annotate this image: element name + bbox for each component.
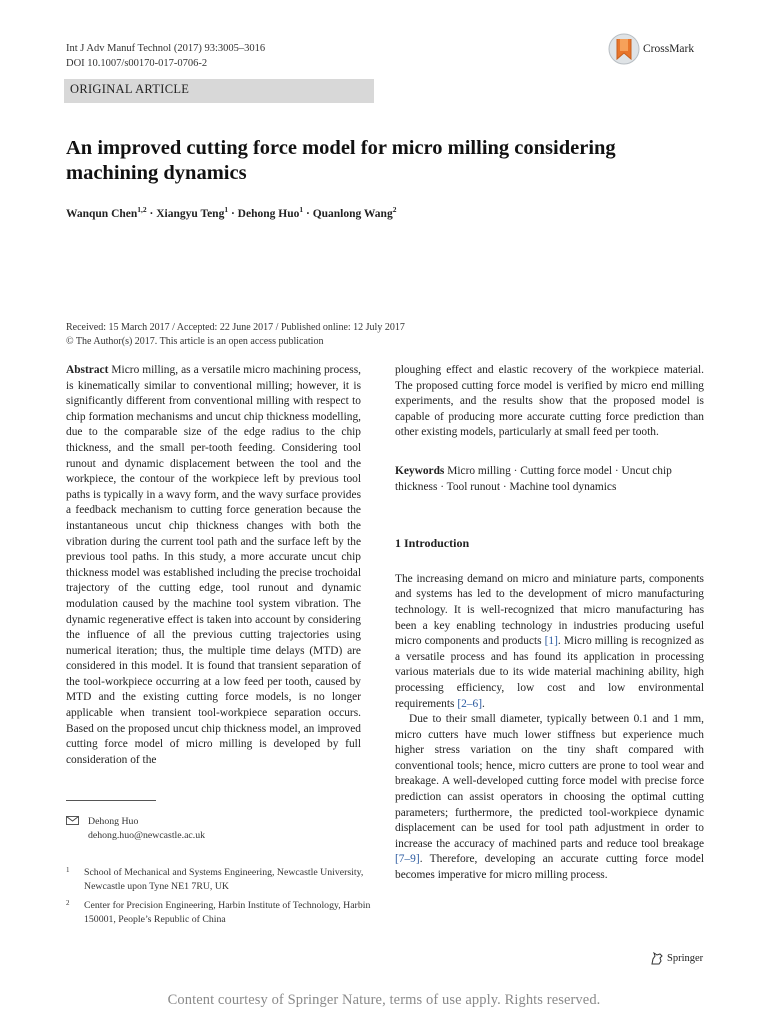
right-column xyxy=(395,363,704,884)
author-list xyxy=(66,205,396,220)
author-affiliation: 1,2 xyxy=(137,205,147,214)
journal-header xyxy=(66,41,265,71)
doi[interactable]: DOI 10.1007/s00170-017-0706-2 xyxy=(66,58,208,69)
journal-citation: Int J Adv Manuf Technol (2017) 93:3005–3016 xyxy=(66,43,266,54)
affiliation-2 xyxy=(66,899,384,926)
history-dates: Received: 15 March 2017 / Accepted: 22 June 2017 / Published online: 12 July 2017 xyxy=(66,322,405,333)
intro-text: Due to their small diameter, typically between 0.1 and 1 mm, micro cutters have much lower stiffness but experience much higher stress variation on the tiny shaft compared with conventional tools; hence, micro cutters are prone to tool wear and breakage. A well-developed cutting force model with precise force prediction can assist operators in choosing the optimal cutting parameters; furthermore, the predicted tool-workpiece dynamic displacement can be used for tool path adjustment in order to increase the accuracy of machined parts and reduce tool breakage xyxy=(395,713,704,850)
springer-horse-icon xyxy=(650,952,664,965)
section-heading-introduction: 1 Introduction xyxy=(395,536,470,551)
article-type-label: ORIGINAL ARTICLE xyxy=(70,82,190,96)
affiliation-number: 2 xyxy=(66,899,70,907)
affiliation-1 xyxy=(66,866,384,893)
crossmark-icon xyxy=(608,33,640,65)
intro-text: The increasing demand on micro and miniature parts, components and systems has led to the development of micro manufacturing technology. It is well-recognized that micro manufacturing has been a key enabling technology in industries producing useful micro components and products xyxy=(395,572,704,648)
article-type-banner xyxy=(64,79,374,103)
footnote-rule xyxy=(66,800,156,801)
citation-link[interactable]: [7–9] xyxy=(395,853,420,866)
abstract xyxy=(66,363,361,768)
license-notice: © The Author(s) 2017. This article is an open access publication xyxy=(66,336,324,347)
publisher-logo xyxy=(650,952,703,965)
author-affiliation: 2 xyxy=(392,205,397,214)
abstract-body: Micro milling, as a versatile micro machining process, is kinematically similar to conventional milling; however, it is significantly different from conventional milling with respect to chip formation mechanisms and uncut chip thickness modelling, due to the comparable size of the edge radius to the chip thickness, and the small per-tooth feeding. Considering tool runout and dynamic displacement between the tool and the workpiece, the contour of the workpiece left by previous tool paths is typically in a wavy form, and the wavy surface provides a feedback mechanism to cutting force generation because the instantaneous uncut chip thickness changes with both the vibration during the current tool path and the surface left by the previous tool paths. In this study, a more accurate uncut chip thickness model was established including the precise trochoidal trajectory of the cutting edge, tool runout and dynamic modulation caused by the machine tool system vibration. The dynamic regenerative effect is taken into account by considering the influence of all the previous cutting trajectories using numerical iteration; thus, the multiple time delays (MTD) are considered in this model. It is found that transient separation of the tool-workpiece occurring at a low feed per tooth, caused by MTD and the existing cutting force models, is no longer applicable when transient tool-workpiece separation occurs. Based on the proposed uncut chip thickness model, an improved cutting force model of micro milling is developed by full consideration of the xyxy=(66,364,361,766)
author-affiliation: 1 xyxy=(224,205,229,214)
correspondence xyxy=(66,815,205,842)
intro-paragraph-1 xyxy=(395,572,704,712)
affiliation-text: Center for Precision Engineering, Harbin Institute of Technology, Harbin 150001, People’s Republic of China xyxy=(84,900,371,925)
citation-link[interactable]: [2–6] xyxy=(457,697,482,710)
abstract-continued: ploughing effect and elastic recovery of the workpiece material. The proposed cutting force model is verified by micro end milling experiments, and the results show that the proposed model is capable of producing more accurate cutting force prediction than other existing models, particularly at small feed per tooth. xyxy=(395,364,704,439)
affiliation-number: 1 xyxy=(66,866,70,874)
author-separator: · xyxy=(303,207,313,220)
intro-text: . Therefore, developing an accurate cutting force model becomes imperative for micro milling process. xyxy=(395,853,704,882)
author-name[interactable]: Wanqun Chen xyxy=(66,207,138,220)
intro-text: . Micro milling is recognized as a versatile process and has found its application in processing various materials due to its wide material machining ability, high processing efficiency, low cost and low environmental requirements xyxy=(395,635,704,710)
crossmark-label: CrossMark xyxy=(643,43,695,55)
publisher-name: Springer xyxy=(667,953,704,964)
left-column xyxy=(66,363,361,768)
abstract-label: Abstract xyxy=(66,364,109,376)
crossmark-badge[interactable] xyxy=(608,33,694,65)
author-name[interactable]: Quanlong Wang xyxy=(312,207,393,220)
correspondence-name: Dehong Huo xyxy=(88,816,139,827)
footer-notice: Content courtesy of Springer Nature, terms of use apply. Rights reserved. xyxy=(167,992,601,1008)
intro-text: . xyxy=(482,697,485,710)
envelope-icon xyxy=(66,816,79,825)
author-affiliation: 1 xyxy=(299,205,304,214)
keywords-label: Keywords xyxy=(395,464,445,477)
author-name[interactable]: Dehong Huo xyxy=(237,207,300,220)
correspondence-email[interactable]: dehong.huo@newcastle.ac.uk xyxy=(88,829,206,841)
citation-link[interactable]: [1] xyxy=(544,635,558,648)
keywords xyxy=(395,464,704,495)
author-name[interactable]: Xiangyu Teng xyxy=(156,207,225,220)
author-separator: · xyxy=(228,207,238,220)
intro-paragraph-2 xyxy=(395,712,704,884)
publication-dates xyxy=(66,321,405,349)
affiliation-text: School of Mechanical and Systems Engineering, Newcastle University, Newcastle upon Tyne NE1 7RU, UK xyxy=(84,867,364,892)
keywords-text: Micro milling · Cutting force model · Uncut chip thickness · Tool runout · Machine tool dynamics xyxy=(395,464,672,493)
paper-title: An improved cutting force model for micro milling considering machining dynamics xyxy=(66,137,616,184)
author-separator: · xyxy=(146,207,157,220)
